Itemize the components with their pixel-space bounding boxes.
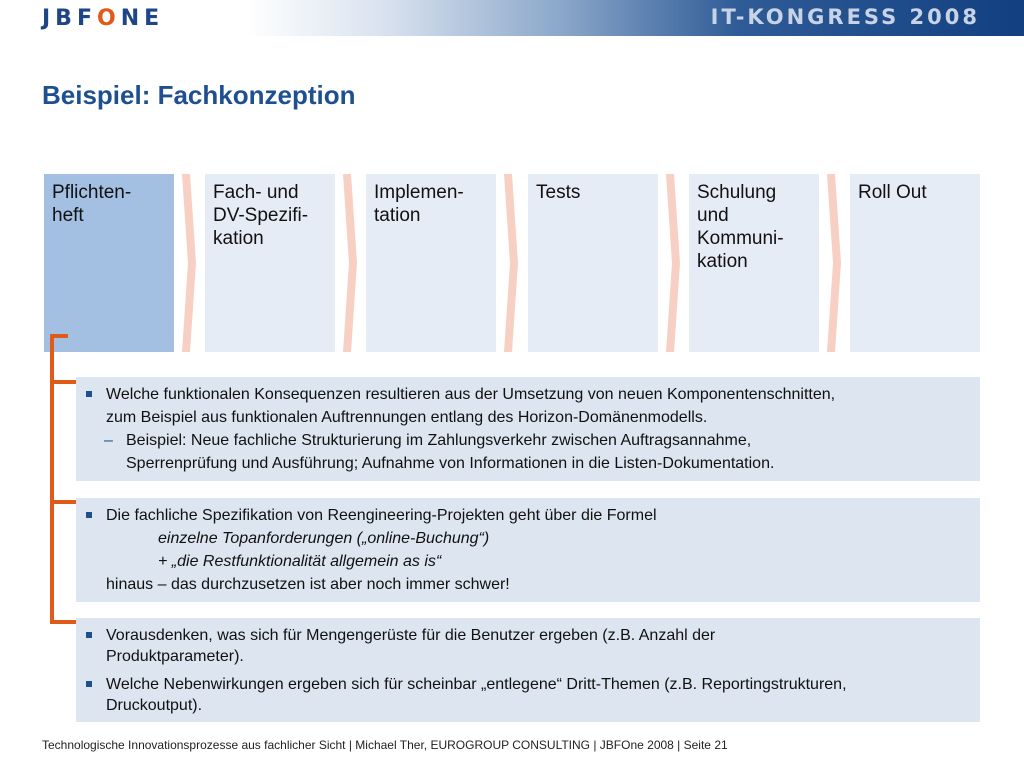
step-schulung-kommunikation: Schulung und Kommuni- kation [689, 174, 819, 352]
step-implementation: Implemen- tation [366, 174, 496, 352]
bracket-connector-1 [50, 380, 76, 384]
step-fach-dv-spezifikation: Fach- und DV-Spezifi- kation [205, 174, 335, 352]
content-box-2 [76, 498, 980, 602]
sub-bullet-item: – Beispiel: Neue fachliche Strukturierung im Zahlungsverkehr zwischen Auftragsannahme, Sperrenprüfung und Ausführung; Aufnahme von Informationen in die Listen-Dokumentation. [106, 429, 966, 475]
header-band [0, 0, 1024, 36]
bracket-connector-2 [50, 500, 76, 504]
step-pflichtenheft: Pflichten- heft [44, 174, 174, 352]
page-title: Beispiel: Fachkonzeption [42, 80, 356, 110]
content-box-3 [76, 618, 980, 722]
chevron-arrow-icon [504, 174, 518, 352]
square-bullet-icon [86, 681, 92, 687]
bullet-item: Welche funktionalen Konsequenzen resultieren aus der Umsetzung von neuen Komponentenschnitten, zum Beispiel aus funktionalen Auftrennungen entlang des Horizon-Domänenmodells. [106, 383, 966, 429]
square-bullet-icon [86, 512, 92, 518]
bullet-item: Welche Nebenwirkungen ergeben sich für scheinbar „entlegene“ Dritt-Themen (z.B. Reportingstrukturen, Druckoutput). [106, 674, 966, 716]
square-bullet-icon [86, 391, 92, 397]
footer-text: Technologische Innovationsprozesse aus fachlicher Sicht | Michael Ther, EUROGROUP CONSULTING | JBFOne 2008 | Seite 21 [42, 738, 728, 752]
step-roll-out: Roll Out [850, 174, 980, 352]
square-bullet-icon [86, 632, 92, 638]
chevron-arrow-icon [182, 174, 196, 352]
chevron-arrow-icon [666, 174, 680, 352]
step-tests: Tests [528, 174, 658, 352]
chevron-arrow-icon [343, 174, 357, 352]
bracket-connector-3 [50, 620, 76, 624]
dash-bullet-icon: – [104, 432, 113, 449]
bracket-vertical-line [50, 334, 54, 624]
bracket-top-stub [50, 334, 68, 338]
content-box-1 [76, 377, 980, 481]
chevron-arrow-icon [827, 174, 841, 352]
bullet-item: Vorausdenken, was sich für Mengengerüste für die Benutzer ergeben (z.B. Anzahl der Produktparameter). [106, 625, 966, 667]
jbfone-logo: JBFONE [42, 6, 165, 31]
congress-label: IT-KONGRESS 2008 [710, 5, 980, 29]
bullet-item: Die fachliche Spezifikation von Reengineering-Projekten geht über die Formel einzelne Topanforderungen („online-Buchung“) + „die Restfunktionalität allgemein as is“ hinaus – das durchzusetzen ist aber noch immer schwer! [106, 504, 966, 596]
